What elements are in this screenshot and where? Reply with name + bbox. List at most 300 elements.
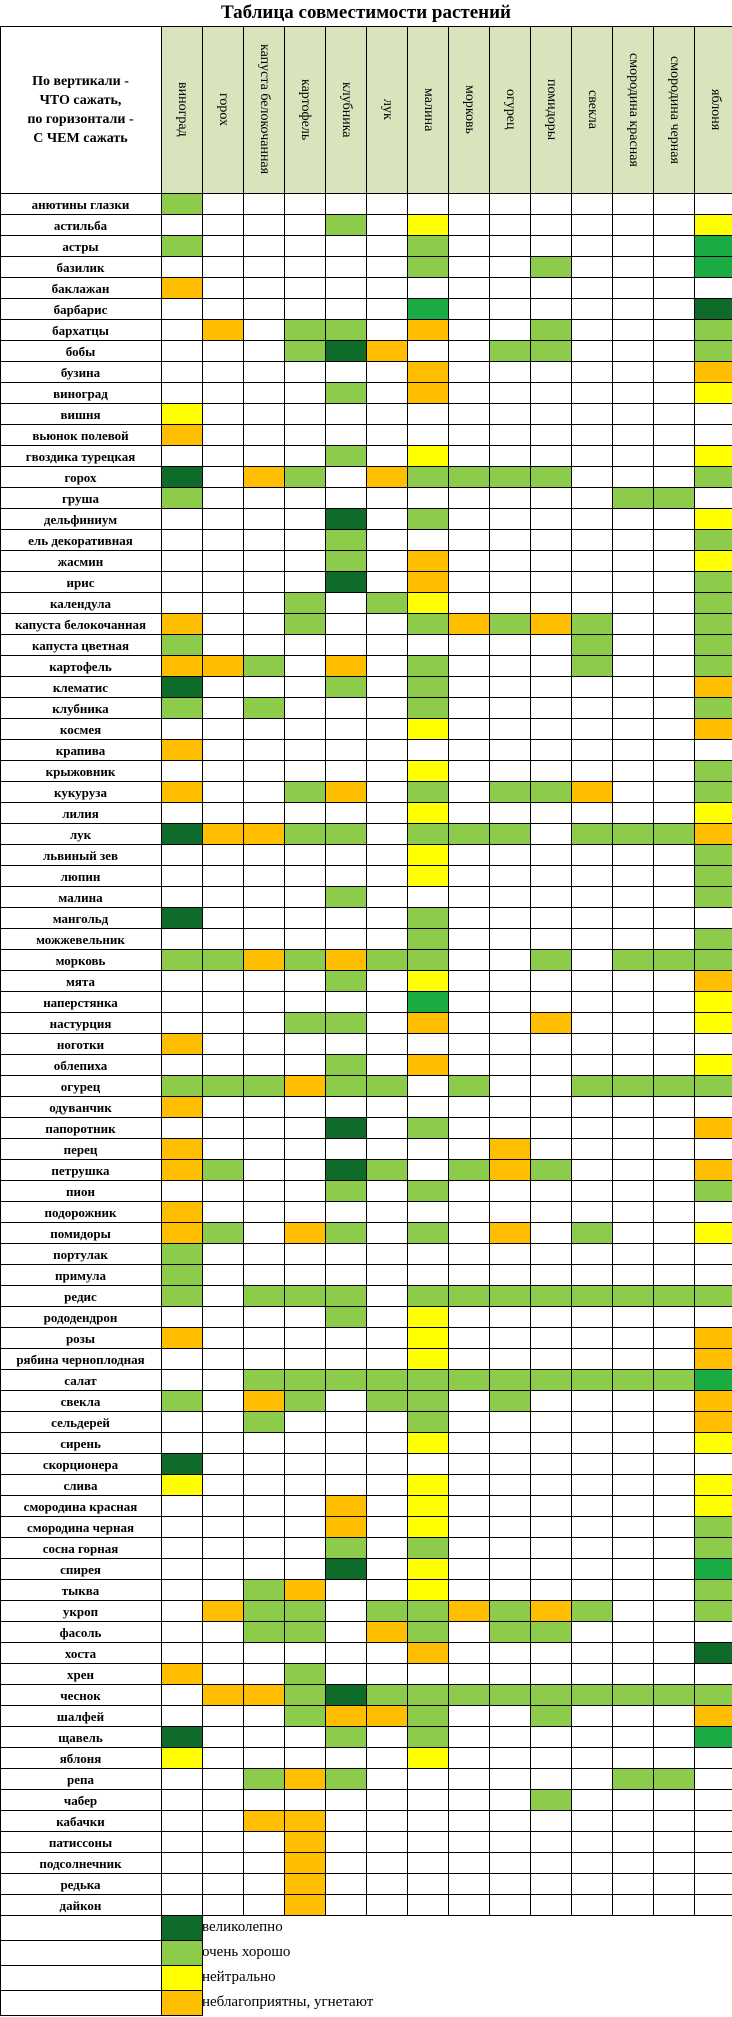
compatibility-cell	[695, 677, 732, 698]
compatibility-cell	[162, 1622, 203, 1643]
compatibility-cell	[367, 194, 408, 215]
column-header-label: капуста белокочанная	[256, 44, 272, 175]
compatibility-cell	[490, 803, 531, 824]
compatibility-cell	[449, 1286, 490, 1307]
column-header	[448, 26, 489, 193]
compatibility-cell	[285, 1328, 326, 1349]
row-label: космея	[59, 722, 102, 737]
compatibility-cell	[531, 362, 572, 383]
compatibility-cell	[244, 593, 285, 614]
compatibility-cell	[326, 383, 367, 404]
compatibility-cell	[244, 1034, 285, 1055]
compatibility-cell	[695, 1370, 732, 1391]
compatibility-cell	[490, 1748, 531, 1769]
compatibility-cell	[613, 1580, 654, 1601]
compatibility-cell	[695, 950, 732, 971]
compatibility-cell	[572, 257, 613, 278]
compatibility-cell	[367, 635, 408, 656]
compatibility-cell	[367, 1517, 408, 1538]
column-header	[653, 26, 694, 193]
compatibility-cell	[367, 887, 408, 908]
compatibility-cell	[613, 1244, 654, 1265]
compatibility-cell	[285, 866, 326, 887]
compatibility-cell	[531, 782, 572, 803]
compatibility-cell	[203, 1307, 244, 1328]
column-headers	[0, 26, 732, 193]
row-label: яблоня	[59, 1751, 102, 1766]
compatibility-cell	[203, 1454, 244, 1475]
compatibility-cell	[449, 425, 490, 446]
compatibility-cell	[244, 992, 285, 1013]
compatibility-cell	[572, 929, 613, 950]
compatibility-cell	[162, 383, 203, 404]
compatibility-cell	[367, 467, 408, 488]
compatibility-cell	[162, 1580, 203, 1601]
compatibility-cell	[367, 1685, 408, 1706]
compatibility-cell	[654, 215, 695, 236]
compatibility-cell	[367, 782, 408, 803]
compatibility-cell	[695, 509, 732, 530]
compatibility-cell	[572, 1811, 613, 1832]
compatibility-cell	[326, 971, 367, 992]
compatibility-cell	[490, 446, 531, 467]
compatibility-cell	[162, 950, 203, 971]
compatibility-cell	[162, 1475, 203, 1496]
compatibility-cell	[695, 698, 732, 719]
corner-line-4: С ЧЕМ сажать	[33, 130, 128, 146]
compatibility-cell	[613, 782, 654, 803]
compatibility-cell	[572, 1706, 613, 1727]
compatibility-cell	[408, 1160, 449, 1181]
compatibility-cell	[449, 1202, 490, 1223]
column-header-label: картофель	[297, 78, 313, 141]
compatibility-cell	[326, 1118, 367, 1139]
row-label: репа	[67, 1772, 94, 1787]
compatibility-cell	[449, 1727, 490, 1748]
compatibility-cell	[654, 866, 695, 887]
compatibility-cell	[285, 1559, 326, 1580]
compatibility-cell	[695, 803, 732, 824]
compatibility-cell	[326, 446, 367, 467]
compatibility-cell	[162, 299, 203, 320]
compatibility-cell	[449, 383, 490, 404]
compatibility-cell	[531, 1118, 572, 1139]
row-label: подорожник	[44, 1205, 117, 1220]
compatibility-cell	[572, 425, 613, 446]
compatibility-cell	[449, 1034, 490, 1055]
compatibility-cell	[613, 740, 654, 761]
compatibility-cell	[326, 1181, 367, 1202]
column-header	[243, 26, 284, 193]
row-label: перец	[63, 1142, 98, 1157]
compatibility-cell	[203, 1475, 244, 1496]
compatibility-cell	[408, 971, 449, 992]
compatibility-cell	[654, 551, 695, 572]
compatibility-cell	[203, 635, 244, 656]
compatibility-cell	[326, 656, 367, 677]
compatibility-cell	[531, 1160, 572, 1181]
compatibility-cell	[244, 383, 285, 404]
row-label: пион	[66, 1184, 95, 1199]
compatibility-cell	[367, 929, 408, 950]
compatibility-cell	[162, 1097, 203, 1118]
column-header-label: смородина красная	[625, 52, 641, 167]
compatibility-cell	[613, 1874, 654, 1895]
compatibility-cell	[572, 1055, 613, 1076]
compatibility-cell	[285, 950, 326, 971]
compatibility-cell	[490, 425, 531, 446]
compatibility-cell	[367, 1076, 408, 1097]
compatibility-cell	[203, 1181, 244, 1202]
compatibility-cell	[162, 908, 203, 929]
compatibility-cell	[613, 1664, 654, 1685]
compatibility-cell	[285, 1643, 326, 1664]
compatibility-cell	[490, 1181, 531, 1202]
row-label: бобы	[65, 344, 96, 359]
compatibility-cell	[162, 1286, 203, 1307]
compatibility-cell	[367, 1013, 408, 1034]
compatibility-cell	[572, 1076, 613, 1097]
compatibility-cell	[654, 1601, 695, 1622]
compatibility-cell	[490, 1496, 531, 1517]
compatibility-cell	[162, 1181, 203, 1202]
compatibility-cell	[613, 1223, 654, 1244]
compatibility-cell	[367, 803, 408, 824]
compatibility-cell	[490, 320, 531, 341]
compatibility-cell	[326, 278, 367, 299]
compatibility-cell	[449, 782, 490, 803]
compatibility-cell	[244, 1181, 285, 1202]
compatibility-cell	[203, 1706, 244, 1727]
compatibility-cell	[695, 257, 732, 278]
compatibility-cell	[531, 572, 572, 593]
compatibility-cell	[203, 1874, 244, 1895]
compatibility-cell	[203, 845, 244, 866]
legend-spacer-cell	[1, 1991, 162, 2016]
compatibility-cell	[285, 698, 326, 719]
compatibility-cell	[449, 845, 490, 866]
compatibility-cell	[449, 1433, 490, 1454]
compatibility-cell	[244, 1328, 285, 1349]
compatibility-cell	[572, 698, 613, 719]
compatibility-cell	[531, 866, 572, 887]
compatibility-cell	[449, 572, 490, 593]
row-label: львиный зев	[42, 848, 119, 863]
compatibility-cell	[285, 1496, 326, 1517]
compatibility-cell	[326, 698, 367, 719]
compatibility-cell	[162, 656, 203, 677]
compatibility-cell	[244, 656, 285, 677]
compatibility-cell	[326, 1370, 367, 1391]
compatibility-cell	[326, 1055, 367, 1076]
compatibility-cell	[572, 1244, 613, 1265]
compatibility-cell	[613, 1160, 654, 1181]
compatibility-cell	[203, 572, 244, 593]
compatibility-cell	[326, 1664, 367, 1685]
compatibility-cell	[244, 194, 285, 215]
compatibility-cell	[408, 1538, 449, 1559]
compatibility-cell	[531, 1643, 572, 1664]
compatibility-cell	[326, 1349, 367, 1370]
row-label: клубника	[52, 701, 109, 716]
compatibility-cell	[367, 950, 408, 971]
compatibility-cell	[572, 278, 613, 299]
compatibility-cell	[449, 1013, 490, 1034]
compatibility-cell	[613, 551, 654, 572]
compatibility-cell	[531, 1811, 572, 1832]
column-header	[489, 26, 530, 193]
row-label: морковь	[55, 953, 106, 968]
compatibility-cell	[572, 824, 613, 845]
compatibility-cell	[449, 866, 490, 887]
compatibility-cell	[695, 1685, 732, 1706]
compatibility-cell	[613, 1286, 654, 1307]
compatibility-cell	[490, 1118, 531, 1139]
compatibility-cell	[203, 1727, 244, 1748]
compatibility-cell	[449, 362, 490, 383]
compatibility-cell	[695, 740, 732, 761]
compatibility-cell	[695, 1601, 732, 1622]
compatibility-cell	[162, 1307, 203, 1328]
compatibility-cell	[654, 488, 695, 509]
legend-swatch	[162, 1991, 203, 2016]
compatibility-cell	[695, 1706, 732, 1727]
compatibility-cell	[326, 908, 367, 929]
compatibility-cell	[449, 1160, 490, 1181]
compatibility-cell	[162, 1559, 203, 1580]
compatibility-cell	[367, 257, 408, 278]
compatibility-cell	[285, 1391, 326, 1412]
compatibility-cell	[408, 1496, 449, 1517]
row-label: скорционера	[42, 1457, 119, 1472]
row-label: вишня	[60, 407, 101, 422]
compatibility-cell	[613, 1475, 654, 1496]
compatibility-cell	[367, 404, 408, 425]
compatibility-cell	[572, 530, 613, 551]
compatibility-cell	[162, 1790, 203, 1811]
compatibility-cell	[613, 1769, 654, 1790]
compatibility-cell	[244, 677, 285, 698]
compatibility-cell	[695, 1433, 732, 1454]
compatibility-cell	[449, 950, 490, 971]
compatibility-cell	[490, 1244, 531, 1265]
compatibility-cell	[654, 572, 695, 593]
compatibility-cell	[244, 1853, 285, 1874]
compatibility-cell	[285, 887, 326, 908]
compatibility-cell	[244, 1811, 285, 1832]
compatibility-cell	[408, 257, 449, 278]
compatibility-cell	[654, 593, 695, 614]
compatibility-cell	[572, 1874, 613, 1895]
compatibility-cell	[449, 1874, 490, 1895]
compatibility-cell	[285, 971, 326, 992]
compatibility-cell	[490, 1223, 531, 1244]
row-label: помидоры	[50, 1226, 111, 1241]
compatibility-cell	[162, 803, 203, 824]
compatibility-cell	[695, 1097, 732, 1118]
compatibility-cell	[572, 341, 613, 362]
compatibility-cell	[654, 1244, 695, 1265]
compatibility-cell	[367, 593, 408, 614]
compatibility-cell	[367, 1139, 408, 1160]
compatibility-cell	[531, 845, 572, 866]
row-label: рябина черноплодная	[16, 1352, 145, 1367]
compatibility-cell	[408, 1265, 449, 1286]
compatibility-cell	[408, 1391, 449, 1412]
compatibility-cell	[162, 1853, 203, 1874]
column-header-label: морковь	[461, 85, 477, 134]
compatibility-cell	[244, 425, 285, 446]
compatibility-cell	[613, 614, 654, 635]
compatibility-cell	[613, 1076, 654, 1097]
compatibility-cell	[490, 1013, 531, 1034]
compatibility-cell	[531, 635, 572, 656]
compatibility-cell	[490, 719, 531, 740]
compatibility-cell	[695, 572, 732, 593]
compatibility-cell	[326, 257, 367, 278]
compatibility-cell	[654, 1517, 695, 1538]
compatibility-cell	[695, 1895, 732, 1916]
compatibility-cell	[490, 1664, 531, 1685]
compatibility-cell	[613, 1622, 654, 1643]
compatibility-cell	[449, 1265, 490, 1286]
compatibility-cell	[613, 1307, 654, 1328]
compatibility-cell	[408, 320, 449, 341]
compatibility-cell	[572, 215, 613, 236]
compatibility-cell	[695, 992, 732, 1013]
compatibility-cell	[162, 488, 203, 509]
compatibility-cell	[613, 866, 654, 887]
compatibility-cell	[572, 1538, 613, 1559]
compatibility-cell	[244, 761, 285, 782]
compatibility-cell	[285, 929, 326, 950]
compatibility-cell	[490, 782, 531, 803]
row-label: бузина	[60, 365, 101, 380]
compatibility-cell	[326, 845, 367, 866]
compatibility-cell	[490, 1328, 531, 1349]
compatibility-cell	[531, 1307, 572, 1328]
compatibility-cell	[367, 488, 408, 509]
compatibility-cell	[244, 950, 285, 971]
compatibility-cell	[203, 1223, 244, 1244]
compatibility-cell	[695, 1307, 732, 1328]
row-label: ноготки	[56, 1037, 105, 1052]
compatibility-cell	[695, 1517, 732, 1538]
compatibility-cell	[367, 1496, 408, 1517]
compatibility-cell	[531, 341, 572, 362]
compatibility-cell	[654, 1013, 695, 1034]
compatibility-cell	[285, 1853, 326, 1874]
compatibility-cell	[449, 1328, 490, 1349]
compatibility-cell	[367, 341, 408, 362]
compatibility-cell	[613, 1181, 654, 1202]
compatibility-cell	[244, 509, 285, 530]
compatibility-cell	[408, 740, 449, 761]
row-label: малина	[58, 890, 103, 905]
compatibility-cell	[244, 1265, 285, 1286]
compatibility-cell	[244, 929, 285, 950]
compatibility-cell	[367, 1853, 408, 1874]
row-label: базилик	[56, 260, 105, 275]
compatibility-cell	[244, 1685, 285, 1706]
compatibility-cell	[449, 992, 490, 1013]
compatibility-cell	[203, 740, 244, 761]
compatibility-cell	[367, 719, 408, 740]
compatibility-cell	[367, 740, 408, 761]
compatibility-cell	[490, 1202, 531, 1223]
compatibility-cell	[572, 509, 613, 530]
compatibility-cell	[695, 1181, 732, 1202]
row-label: розы	[65, 1331, 96, 1346]
compatibility-cell	[203, 803, 244, 824]
compatibility-cell	[654, 824, 695, 845]
compatibility-cell	[654, 299, 695, 320]
compatibility-cell	[285, 1160, 326, 1181]
column-header	[407, 26, 448, 193]
compatibility-cell	[285, 1223, 326, 1244]
compatibility-cell	[654, 1475, 695, 1496]
compatibility-cell	[449, 1496, 490, 1517]
compatibility-cell	[244, 1874, 285, 1895]
compatibility-cell	[531, 614, 572, 635]
compatibility-cell	[326, 236, 367, 257]
compatibility-cell	[162, 530, 203, 551]
compatibility-cell	[490, 1307, 531, 1328]
compatibility-cell	[654, 194, 695, 215]
compatibility-cell	[203, 194, 244, 215]
compatibility-cell	[244, 845, 285, 866]
compatibility-cell	[654, 1580, 695, 1601]
column-header	[202, 26, 243, 193]
compatibility-cell	[449, 1769, 490, 1790]
compatibility-cell	[285, 1685, 326, 1706]
compatibility-cell	[244, 1601, 285, 1622]
compatibility-cell	[203, 425, 244, 446]
compatibility-cell	[695, 299, 732, 320]
compatibility-cell	[449, 1517, 490, 1538]
compatibility-cell	[531, 1832, 572, 1853]
compatibility-cell	[244, 257, 285, 278]
compatibility-cell	[326, 1307, 367, 1328]
row-label: чеснок	[60, 1688, 101, 1703]
compatibility-cell	[326, 425, 367, 446]
page-title: Таблица совместимости растений	[220, 2, 511, 23]
compatibility-cell	[326, 1433, 367, 1454]
compatibility-cell	[654, 467, 695, 488]
compatibility-cell	[654, 971, 695, 992]
compatibility-cell	[162, 215, 203, 236]
compatibility-cell	[572, 1685, 613, 1706]
compatibility-cell	[162, 1538, 203, 1559]
compatibility-cell	[408, 1097, 449, 1118]
row-label: фасоль	[59, 1625, 102, 1640]
compatibility-cell	[162, 992, 203, 1013]
compatibility-cell	[408, 446, 449, 467]
compatibility-cell	[408, 341, 449, 362]
compatibility-cell	[490, 656, 531, 677]
compatibility-cell	[613, 425, 654, 446]
row-label: виноград	[53, 386, 108, 401]
compatibility-cell	[285, 1307, 326, 1328]
compatibility-cell	[449, 1349, 490, 1370]
compatibility-cell	[367, 1055, 408, 1076]
compatibility-cell	[408, 1664, 449, 1685]
compatibility-cell	[654, 614, 695, 635]
row-label: хоста	[64, 1646, 97, 1661]
compatibility-cell	[654, 1433, 695, 1454]
compatibility-cell	[572, 866, 613, 887]
row-label: крапива	[55, 743, 106, 758]
